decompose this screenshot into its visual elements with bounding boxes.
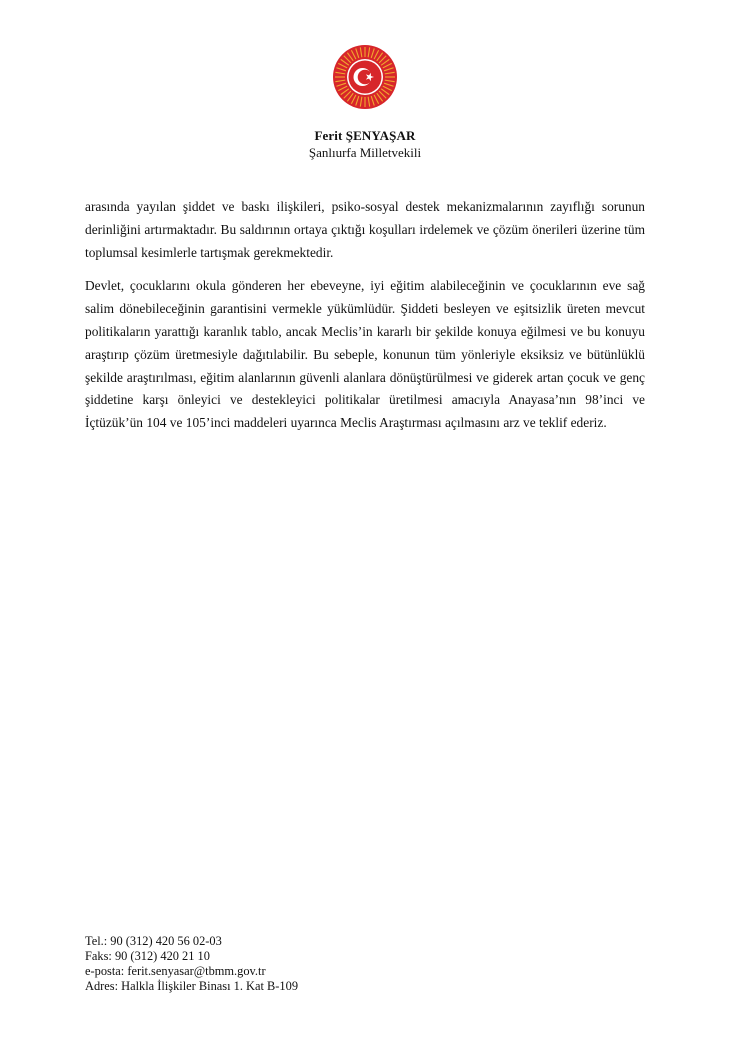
footer-email: e-posta: ferit.senyasar@tbmm.gov.tr <box>85 964 266 978</box>
letter-body <box>85 196 645 446</box>
footer-address: Adres: Halkla İlişkiler Binası 1. Kat B-109 <box>85 979 299 993</box>
body-paragraph: Devlet, çocuklarını okula gönderen her ebeveyne, iyi eğitim alabileceğinin ve çocuklarının eve sağ salim dönebileceğinin garantisini vermekle yükümlüdür. Şiddeti besleyen ve eşitsizlik üreten mevcut politikaların yarattığı karanlık tablo, ancak Meclis’in kararlı bir şekilde konuya eğilmesi ve bu konuyu araştırıp çözüm üretmesiyle dağıtılabilir. Bu sebeple, konunun tüm yönleriyle eksiksiz ve bütünlüklü şekilde araştırılması, eğitim alanlarının güvenli alanlara dönüştürülmesi ve giderek artan çocuk ve genç şiddetine karşı önleyici ve destekleyici politikalar üretilmesi amacıyla Anayasa’nın 98’inci ve İçtüzük’ün 104 ve 105’inci maddeleri uyarınca Meclis Araştırması açılmasını arz ve teklif ederiz. <box>85 278 645 431</box>
deputy-name: Ferit ŞENYAŞAR <box>314 128 416 143</box>
footer-phone: Tel.: 90 (312) 420 56 02-03 <box>85 934 222 948</box>
deputy-title: Şanlıurfa Milletvekili <box>308 145 422 160</box>
contact-footer <box>85 934 298 994</box>
body-paragraph: arasında yayılan şiddet ve baskı ilişkileri, psiko-sosyal destek mekanizmalarının zayıflığı sorunun derinliğini artırmaktadır. Bu saldırının ortaya çıktığı koşulları irdelemek ve çözüm önerileri üzerine tüm toplumsal kesimlerle tartışmak gerekmektedir. <box>85 199 645 260</box>
footer-fax: Faks: 90 (312) 420 21 10 <box>85 949 210 963</box>
tbmm-seal-logo <box>332 44 398 110</box>
